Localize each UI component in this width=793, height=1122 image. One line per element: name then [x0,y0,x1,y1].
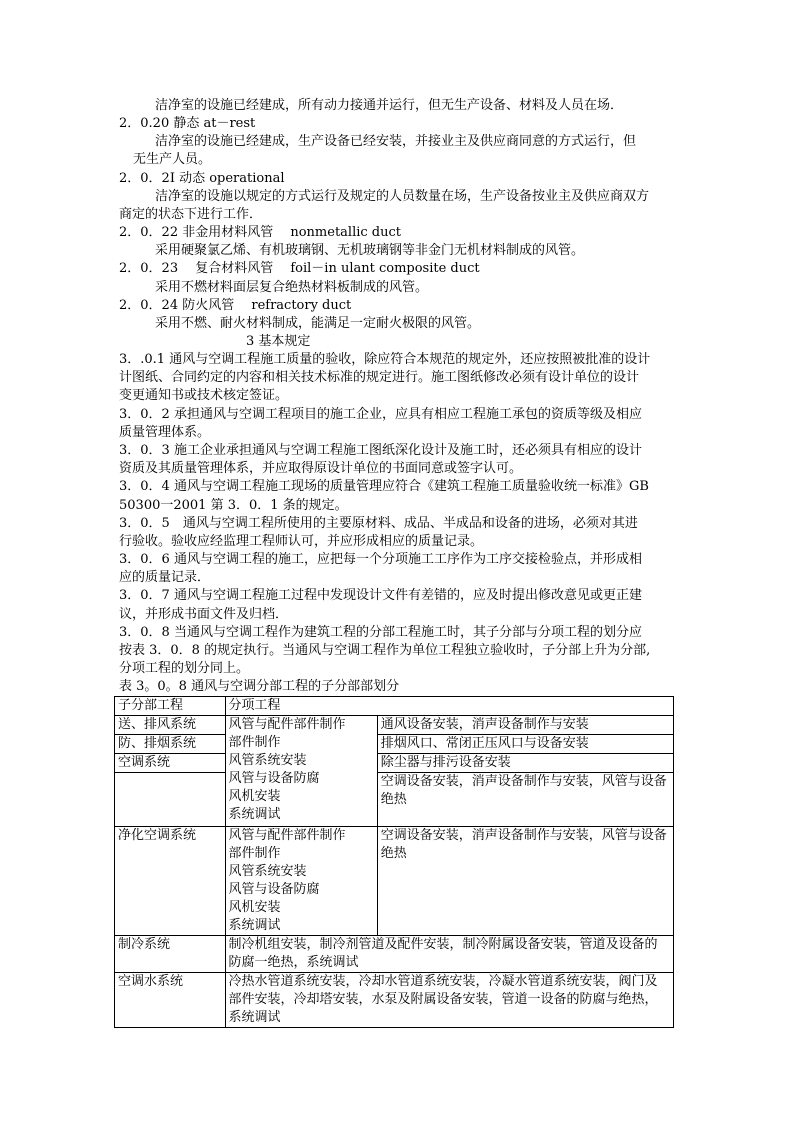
table-row [115,773,674,827]
text-line: 洁净室的设施已经建成，所有动力接通并运行，但无生产设备、材料及人员在场． [129,98,624,113]
table-cell: 空调设备安装，消声设备制作与安装，风管与设备绝热 [377,773,673,827]
clause-heading: 2．0．2I 动态 operational [119,171,285,186]
table-row [115,735,674,754]
table-row [115,754,674,773]
text-line: 3．0．7 通风与空调工程施工过程中发现设计文件有差错的，应及时提出修改意见或更正建 [119,588,642,603]
text-line: 商定的状态下进行工作． [119,207,263,222]
clause-heading: 2．0．24 防火风管 refractory duct [119,298,352,313]
text-line: 计图纸、合同约定的内容和相关技术标准的规定进行。施工图纸修改必须有设计单位的设计 [119,370,640,385]
table-cell: 风管与配件部件制作 部件制作 风管系统安装 风管与设备防腐 风机安装 系统调试 [225,716,377,827]
text-line: 洁净室的设施以规定的方式运行及规定的人员数量在场，生产设备按业主及供应商双方 [129,189,650,204]
text-line: 50300一2001 第 3．0．1 条的规定。 [119,498,348,513]
table-header-row [115,697,674,716]
text-line: 3．0．5 通风与空调工程所使用的主要原材料、成品、半成品和设备的进场，必须对其进 [119,516,638,531]
section-heading: 3 基本规定 [246,334,311,349]
text-line: 3．0．3 施工企业承担通风与空调工程施工图纸深化设计及施工时，还必须具有相应的设计 [119,443,642,458]
table-row [115,716,674,735]
table-cell: 冷热水管道系统安装，冷却水管道系统安装，冷凝水管道系统安装，阀门及部件安装，冷却塔安装，水泵及附属设备安装，管道一设备的防腐与绝热，系统调试 [225,973,673,1028]
text-line: 3．0．2 承担通风与空调工程项目的施工企业，应具有相应工程施工承包的资质等级及相应 [119,407,642,422]
text-line: 按表 3．0．8 的规定执行。当通风与空调工程作为单位工程独立验收时，子分部上升为分部, [119,643,651,658]
text-line: 资质及其质量管理体系，并应取得原设计单位的书面同意或签字认可。 [119,461,523,476]
text-line: 议，并形成书面文件及归档． [119,607,289,622]
text-line: 采用不燃材料面层复合绝热材料板制成的风管。 [129,280,429,295]
table-cell: 送、排风系统 [115,716,226,735]
table-cell: 空调系统 [115,754,226,773]
text-line: 采用硬聚氯乙烯、有机玻璃钢、无机玻璃钢等非金门无机材料制成的风管。 [129,243,585,258]
text-line: 应的质量记录． [119,570,211,585]
text-line: 洁净室的设施已经建成，生产设备已经安装，并接业主及供应商同意的方式运行，但 [129,134,637,149]
text-line: 采用不燃、耐火材料制成，能满足一定耐火极限的风管。 [129,316,481,331]
table-cell: 除尘器与排污设备安装 [377,754,673,773]
table-caption: 表 3。0。8 通风与空调分部工程的子分部部划分 [119,679,400,694]
clause-heading: 2．0．22 非金用材料风管 nonmetallic duct [119,225,402,240]
text-line: 无生产人员。 [133,152,212,167]
table-cell: 排烟风口、常闭正压风口与设备安装 [377,735,673,754]
text-line: 3．0．6 通风与空调工程的施工，应把每一个分项施工工序作为工序交接检验点，并形成相 [119,552,642,567]
text-line: 3．0．4 通风与空调工程施工现场的质量管理应符合《建筑工程施工质量验收统一标准》GB [119,479,649,494]
table-cell: 净化空调系统 [115,827,226,936]
table-cell: 通风设备安装，消声设备制作与安装 [377,716,673,735]
table-cell: 风管与配件部件制作 部件制作 风管系统安装 风管与设备防腐 风机安装 系统调试 [225,827,377,936]
table-cell [115,773,226,827]
table-cell: 空调设备安装，消声设备制作与安装，风管与设备绝热 [377,827,673,936]
text-line: 3．0．8 当通风与空调工程作为建筑工程的分部工程施工时，其子分部与分项工程的划分应 [119,625,642,640]
text-line: 3．.0.1 通风与空调工程施工质量的验收，除应符合本规范的规定外，还应按照被批准的设计 [119,352,651,367]
header-cell: 分项工程 [225,697,673,716]
table-cell: 制冷系统 [115,936,226,973]
table-row [115,827,674,936]
text-line: 质量管理体系。 [119,425,211,440]
table-cell: 空调水系统 [115,973,226,1028]
text-line: 分项工程的划分同上。 [119,661,250,676]
clause-heading: 2．0．23 复合材料风管 foil－in ulant composite duct [119,261,480,276]
clause-heading: 2．0.20 静态 at－rest [119,116,256,131]
table-cell: 制冷机组安装，制冷剂管道及配件安装，制冷附属设备安装，管道及设备的防腐一绝热，系统调试 [225,936,673,973]
table-row [115,973,674,1028]
text-line: 变更通知书或技术核定签证。 [119,388,289,403]
table-row [115,936,674,973]
table-cell: 防、排烟系统 [115,735,226,754]
subdivision-table [114,696,674,1028]
text-line: 行验收。验收应经监理工程师认可，并应形成相应的质量记录。 [119,534,484,549]
header-cell: 子分部工程 [115,697,226,716]
